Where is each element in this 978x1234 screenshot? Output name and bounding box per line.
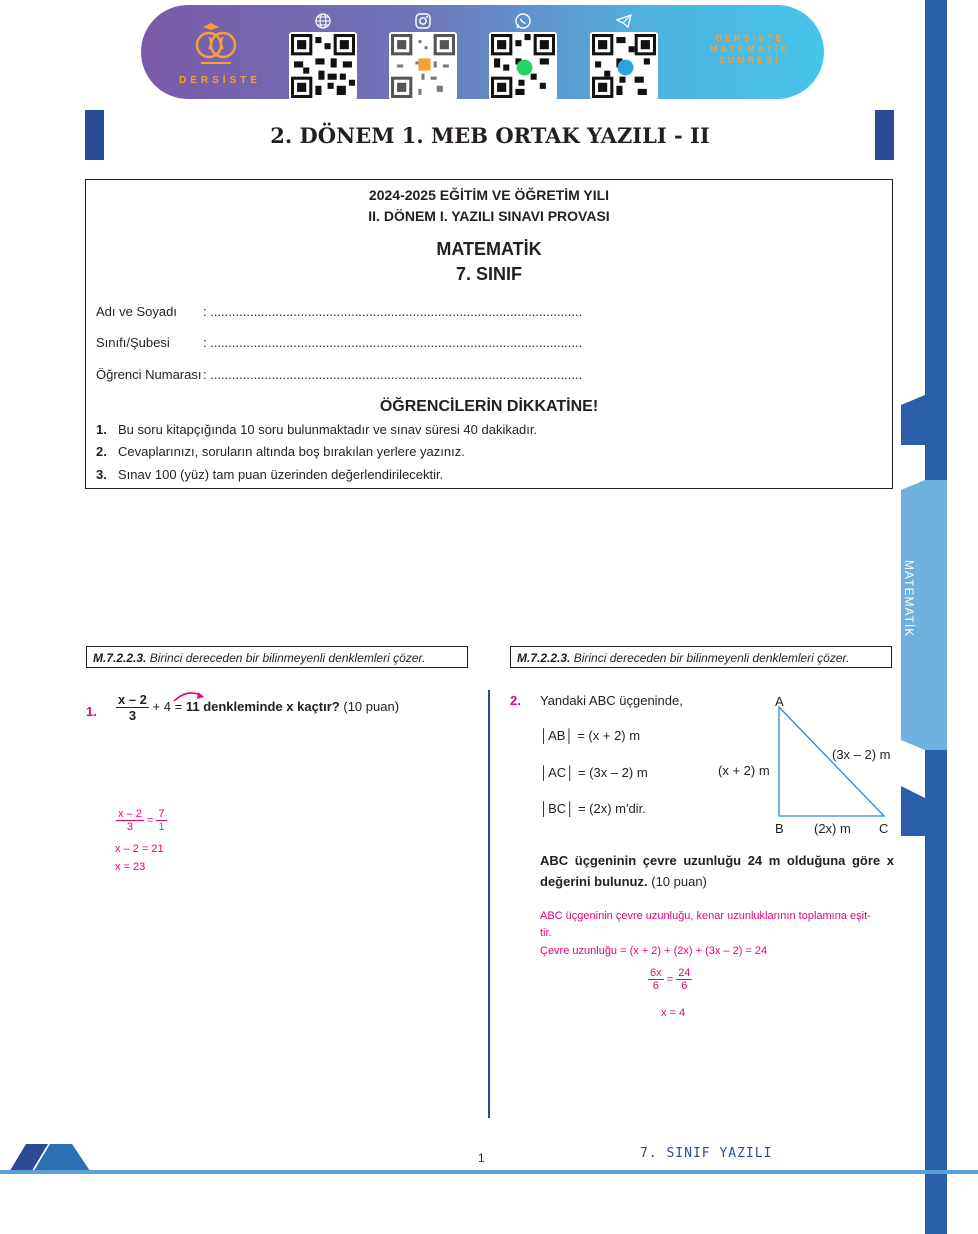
qr-code-whatsapp[interactable] <box>489 32 557 100</box>
question-2-intro: Yandaki ABC üçgeninde, <box>540 693 683 708</box>
footer-line <box>0 1170 978 1174</box>
q1-solution-step3: x = 23 <box>115 861 146 873</box>
school-year: 2024-2025 EĞİTİM VE ÖĞRETİM YILI <box>368 187 610 203</box>
side-ab: │AB│ = (x + 2) m <box>540 728 641 743</box>
question-2-number: 2. <box>510 693 521 708</box>
title-bar-left <box>85 110 104 160</box>
q2-solution-line1: ABC üçgeninin çevre uzunluğu, kenar uzunluklarının toplamına eşit- <box>540 910 871 922</box>
q1-solution-step1: $\frac{x - 2}{3}$ = $\frac{7}{1}$ <box>118 808 165 833</box>
qr-code-telegram[interactable] <box>590 32 658 100</box>
question-2-prompt: ABC üçgeninin çevre uzunluğu 24 m olduğuna göre x değerini bulunuz. (10 puan) <box>540 853 894 889</box>
move-arrow-icon <box>170 688 210 704</box>
side-tab-top <box>901 395 947 445</box>
vertex-c: C <box>879 821 889 836</box>
q1-solution-step2: x – 2 = 21 <box>115 843 164 855</box>
footer-title: 7. SINIF YAZILI <box>640 1146 773 1161</box>
label-hypotenuse: (3x – 2) m <box>832 747 891 762</box>
title-bar-right <box>875 110 894 160</box>
q2-solution-step3: $\frac{6x}{6}$ = $\frac{24}{6}$ <box>650 967 691 992</box>
outcome-box-q2: M.7.2.2.3. Birinci dereceden bir bilinmeyenli denklemleri çözer. <box>510 646 892 668</box>
brand-right-text: DERSİSTE MATEMATİK ZÜMRESİ <box>710 33 790 65</box>
side-ac: │AC│ = (3x – 2) m <box>540 765 648 780</box>
whatsapp-icon <box>514 12 532 30</box>
side-subject-label: MATEMATİK <box>902 560 916 638</box>
notice-title: ÖĞRENCİLERİN DİKKATİNE! <box>379 398 599 415</box>
exam-name: II. DÖNEM I. YAZILI SINAVI PROVASI <box>368 208 610 224</box>
page-number: 1 <box>478 1151 485 1165</box>
exam-info-box <box>85 179 893 489</box>
label-left-side: (x + 2) m <box>718 763 770 778</box>
vertex-b: B <box>775 821 784 836</box>
brand-name: DERSİSTE <box>179 75 262 86</box>
label-bottom-side: (2x) m <box>814 821 851 836</box>
side-bc: │BC│ = (2x) m'dir. <box>540 801 646 816</box>
question-1-text: $\frac{x - 2}{3}$ + 4 = 11 denkleminde x kaçtır? (10 puan) <box>118 692 400 723</box>
instagram-icon <box>414 12 432 30</box>
grade: 7. SINIF <box>455 264 522 284</box>
q2-solution-line2: Çevre uzunluğu = (x + 2) + (2x) + (3x – 2) = 24 <box>540 945 768 957</box>
q2-solution-step4: x = 4 <box>661 1007 686 1019</box>
class-field[interactable]: Sınıfı/Şubesi : ....................................................................................................... <box>96 335 583 350</box>
notice-item: 3. Sınav 100 (yüz) tam puan üzerinden değerlendirilecektir. <box>96 467 444 482</box>
notice-item: 2. Cevaplarınızı, soruların altında boş bırakılan yerlere yazınız. <box>96 444 465 459</box>
side-tab-bottom <box>901 786 947 836</box>
name-field[interactable]: Adı ve Soyadı : ....................................................................................................... <box>96 304 583 319</box>
qr-code-instagram[interactable] <box>389 32 457 100</box>
student-number-field[interactable]: Öğrenci Numarası : ....................................................................................................... <box>96 367 583 382</box>
brain-logo-icon <box>193 19 239 69</box>
header-banner <box>141 5 824 99</box>
qr-code-website[interactable] <box>289 32 357 100</box>
question-1-number: 1. <box>86 704 97 719</box>
outcome-box-q1: M.7.2.2.3. Birinci dereceden bir bilinmeyenli denklemleri çözer. <box>86 646 468 668</box>
globe-icon <box>314 12 332 30</box>
q2-solution-line1b: tir. <box>540 927 552 939</box>
page-title: 2. DÖNEM 1. MEB ORTAK YAZILI - II <box>270 123 710 148</box>
vertex-a: A <box>775 694 784 709</box>
column-divider <box>488 690 490 1118</box>
telegram-icon <box>615 12 633 30</box>
subject: MATEMATİK <box>436 239 542 259</box>
notice-item: 1. Bu soru kitapçığında 10 soru bulunmaktadır ve sınav süresi 40 dakikadır. <box>96 422 538 437</box>
